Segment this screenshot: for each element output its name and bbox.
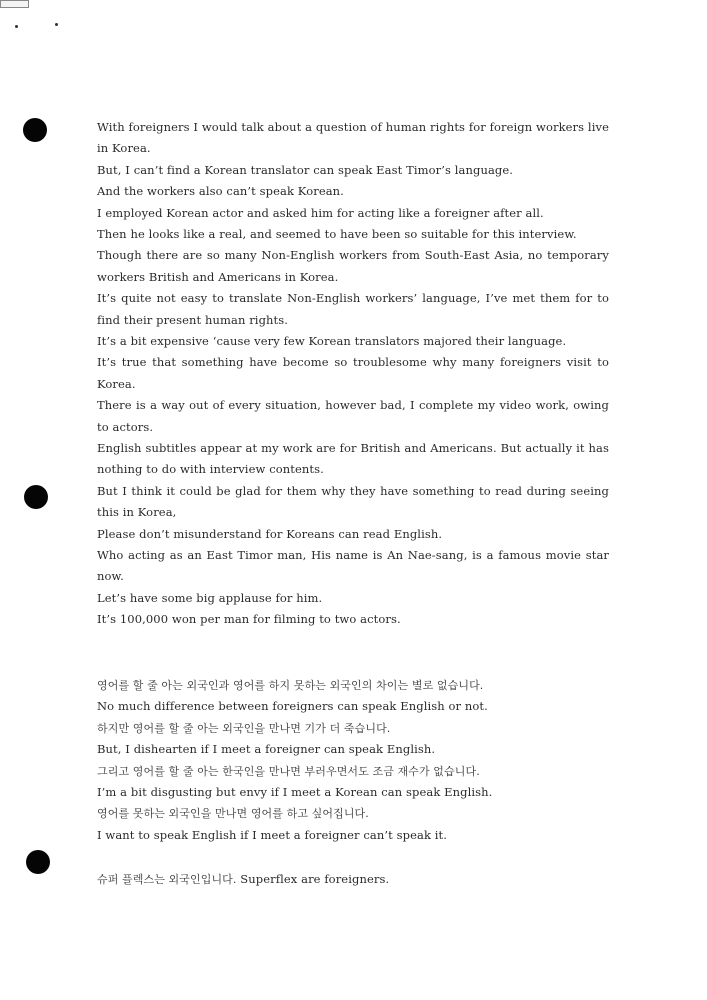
text-line: It’s a bit expensive ‘cause very few Korean translators majored their language. [97, 334, 567, 348]
text-line: Then he looks like a real, and seemed to have been so suitable for this interview. [97, 226, 577, 241]
text-line: It’s quite not easy to translate Non-English workers’ language, I’ve met them for to find their present human rights. [97, 291, 609, 327]
text-line: But, I can’t find a Korean translator can speak East Timor’s language. [97, 162, 514, 177]
text-line: Though there are so many Non-English workers from South-East Asia, no temporary workers British and Americans in Korea. [97, 248, 609, 284]
korean-line: 영어를 할 줄 아는 외국인과 영어를 하지 못하는 외국인의 차이는 별로 없습니다. [97, 679, 484, 692]
scan-speck [15, 25, 18, 28]
punch-hole-middle [24, 485, 48, 509]
korean-line: 하지만 영어를 할 줄 아는 외국인을 만나면 기가 더 죽습니다. [97, 721, 391, 735]
closing-english: Superflex are foreigners. [240, 872, 390, 886]
bilingual-statements [97, 675, 609, 846]
text-line: Who acting as an East Timor man, His name is An Nae-sang, is a famous movie star now. [97, 548, 609, 584]
text-line: Let’s have some big applause for him. [97, 590, 323, 605]
closing-statement [97, 869, 609, 890]
text-line: I employed Korean actor and asked him for acting like a foreigner after all. [97, 205, 544, 220]
english-paragraph [97, 117, 609, 631]
english-line: But, I dishearten if I meet a foreigner can speak English. [97, 742, 436, 757]
english-line: No much difference between foreigners can speak English or not. [97, 699, 488, 714]
corner-stamp [0, 0, 29, 8]
korean-line: 그리고 영어를 할 줄 아는 한국인을 만나면 부러우면서도 조금 재수가 없습니다. [97, 764, 480, 778]
text-line: It’s true that something have become so troublesome why many foreigners visit to Korea. [97, 355, 609, 391]
text-line: With foreigners I would talk about a question of human rights for foreign workers live in Korea. [97, 120, 609, 156]
scan-speck [55, 23, 58, 26]
text-line: But I think it could be glad for them why they have something to read during seeing this in Korea, [97, 483, 609, 520]
english-line: I want to speak English if I meet a foreigner can’t speak it. [97, 827, 448, 842]
punch-hole-bottom [26, 850, 50, 874]
punch-hole-top [23, 118, 47, 142]
text-line: Please don’t misunderstand for Koreans can read English. [97, 526, 443, 541]
text-line: English subtitles appear at my work are for British and Americans. But actually it has nothing to do with interview contents. [97, 441, 609, 477]
text-line: And the workers also can’t speak Korean. [97, 184, 344, 199]
text-line: It’s 100,000 won per man for filming to two actors. [97, 612, 401, 627]
text-line: There is a way out of every situation, however bad, I complete my video work, owing to actors. [97, 398, 609, 434]
closing-korean: 슈퍼 플렉스는 외국인입니다. [97, 873, 237, 886]
english-line: I’m a bit disgusting but envy if I meet a Korean can speak English. [97, 784, 493, 799]
korean-line: 영어를 못하는 외국인을 만나면 영어를 하고 싶어집니다. [97, 807, 369, 821]
